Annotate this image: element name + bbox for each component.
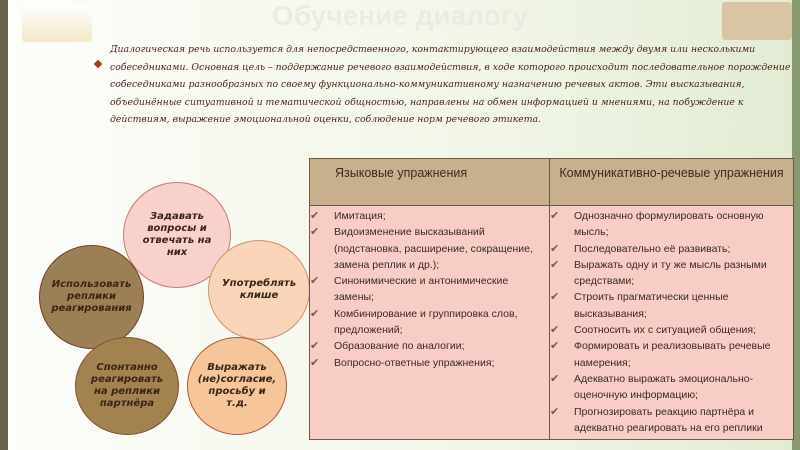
language-exercises-list <box>310 208 545 371</box>
column-header: Языковые упражнения <box>310 159 550 206</box>
list-item-text: Образование по аналогии; <box>334 340 465 353</box>
check-icon: ✔ <box>550 324 560 337</box>
list-item-text: Адекватно выражать эмоционально-оценочную информацию; <box>574 372 754 402</box>
list-item <box>550 338 789 371</box>
list-item-text: Имитация; <box>334 210 386 222</box>
bullet-icon <box>94 60 102 68</box>
skill-circle: Выражать (не)согласие, просьбу и т.д. <box>187 337 287 435</box>
list-item <box>550 208 789 241</box>
list-item-text: Однозначно формулировать основную мысль; <box>574 210 764 239</box>
intro-text: Диалогическая речь используется для непосредственного, контактирующего взаимодействия между двумя или несколькими собеседниками. Основная цель – поддержание речевого взаимодействия, в ходе которого происходит последовательное порождение собеседниками разнообразных по своему функционально-коммуникативному назначению речевых актов. Эти высказывания, объединённые ситуативной и тематической общностью, направлены на обмен информацией и мнениями, на побуждение к действиям, выражение эмоциональной оценки, соблюдение норм речевого этикета. <box>110 44 791 125</box>
list-item <box>550 404 789 437</box>
list-item <box>310 338 545 354</box>
check-icon: ✔ <box>310 226 320 239</box>
skill-circle: Употреблять клише <box>208 240 310 340</box>
communicative-exercises-list <box>550 208 789 436</box>
check-icon: ✔ <box>310 275 320 288</box>
list-item-text: Соотносить их с ситуацией общения; <box>574 324 756 337</box>
list-item <box>550 322 789 338</box>
left-decor-bar <box>0 0 8 450</box>
skill-circle: Спонтанно реагировать на реплики партнёра <box>75 337 179 435</box>
list-item <box>550 289 789 322</box>
slide-title: Обучение диалогу <box>272 0 528 31</box>
list-item <box>550 371 789 404</box>
list-item <box>310 208 545 224</box>
column-header: Коммуникативно-речевые упражнения <box>550 159 794 206</box>
check-icon: ✔ <box>550 372 560 385</box>
list-item <box>550 241 789 257</box>
check-icon: ✔ <box>310 307 320 320</box>
skill-circle: Задавать вопросы и отвечать на них <box>123 182 231 288</box>
check-icon: ✔ <box>310 340 320 353</box>
list-item-text: Прогнозировать реакцию партнёра и адекватно реагировать на его реплики <box>574 405 763 434</box>
list-item-text: Формировать и реализовывать речевые намерения; <box>574 340 771 369</box>
list-item-text: Вопросно-ответные упражнения; <box>334 356 495 369</box>
check-icon: ✔ <box>310 356 320 369</box>
list-item-text: Комбинирование и группировка слов, предложений; <box>334 307 518 337</box>
check-icon: ✔ <box>550 291 560 304</box>
list-item-text: Видоизменение высказываний (подстановка, расширение, сокращение, замена реплик и др.); <box>334 226 533 271</box>
list-item <box>310 355 545 371</box>
skill-circle: Использовать реплики реагирования <box>39 245 144 349</box>
check-icon: ✔ <box>550 258 560 271</box>
list-item <box>310 306 545 339</box>
check-icon: ✔ <box>550 405 560 418</box>
check-icon: ✔ <box>310 210 320 222</box>
check-icon: ✔ <box>550 242 560 255</box>
list-item <box>550 257 789 290</box>
list-item-text: Последовательно её развивать; <box>574 242 731 255</box>
list-item-text: Синонимические и антонимические замены; <box>334 275 509 304</box>
list-item-text: Строить прагматически ценные высказывания; <box>574 291 729 320</box>
exercises-table <box>309 158 794 440</box>
check-icon: ✔ <box>550 210 560 222</box>
list-item <box>310 224 545 273</box>
check-icon: ✔ <box>550 340 560 353</box>
list-item-text: Выражать одну и ту же мысль разными средствами; <box>574 258 767 288</box>
list-item <box>310 273 545 306</box>
